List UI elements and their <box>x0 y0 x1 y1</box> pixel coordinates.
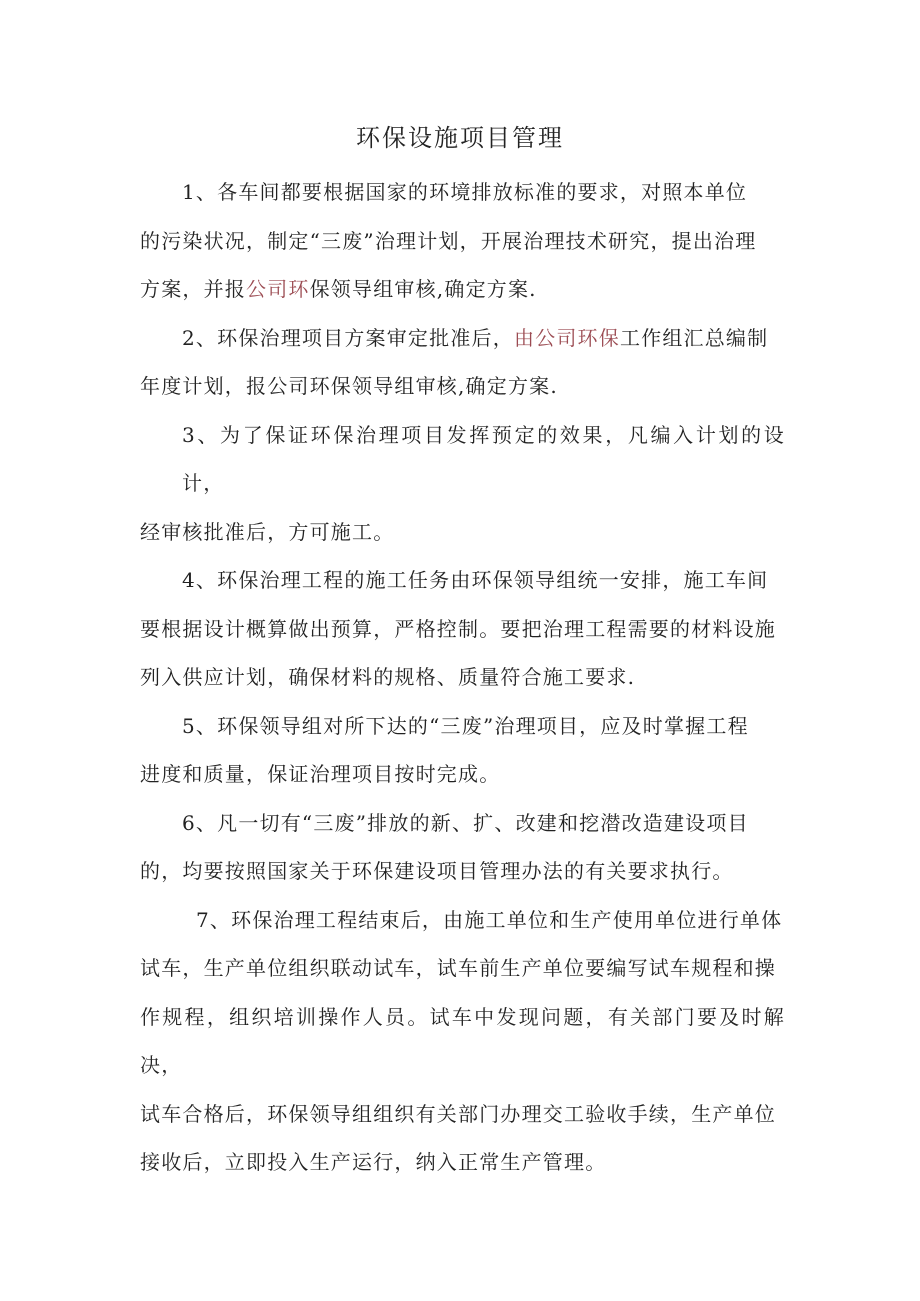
paragraph-line: 接收后，立即投入生产运行，纳入正常生产管理。 <box>140 1150 607 1174</box>
paragraph-line <box>140 265 785 314</box>
text-run: 工作组汇总编制 <box>619 325 769 350</box>
paragraph-5 <box>140 702 785 799</box>
document-body <box>140 168 785 1187</box>
paragraph-line: 试车合格后，环保领导组组织有关部门办理交工验收手续，生产单位 <box>140 1101 776 1126</box>
paragraph-3 <box>140 411 785 557</box>
paragraph-4 <box>140 556 785 702</box>
text-run: 2、环保治理项目方案审定批准后， <box>182 325 514 350</box>
paragraph-7 <box>140 896 785 1187</box>
paragraph-line: 的，均要按照国家关于环保建设项目管理办法的有关要求执行。 <box>140 859 734 883</box>
paragraph-line: 试车，生产单位组织联动试车，试车前生产单位要编写试车规程和操 <box>140 956 776 980</box>
paragraph-6 <box>140 799 785 896</box>
paragraph-line: 作规程，组织培训操作人员。试车中发现问题，有关部门要及时解决， <box>140 1004 785 1077</box>
text-run: 保领导组审核,确定方案. <box>309 277 537 301</box>
paragraph-1 <box>140 168 785 314</box>
paragraph-line: 4、环保治理工程的施工任务由环保领导组统一安排，施工车间 <box>182 568 769 592</box>
paragraph-line: 1、各车间都要根据国家的环境排放标准的要求，对照本单位 <box>182 180 748 204</box>
document-title: 环保设施项目管理 <box>356 124 564 152</box>
paragraph-line: 5、环保领导组对所下达的“三废”治理项目，应及时掌握工程 <box>182 713 749 738</box>
paragraph-line: 年度计划，报公司环保领导组审核,确定方案. <box>140 374 558 398</box>
paragraph-line: 7、环保治理工程结束后，由施工单位和生产使用单位进行单体 <box>196 907 783 932</box>
paragraph-line: 的污染状况，制定“三废”治理计划，开展治理技术研究，提出治理 <box>140 228 757 253</box>
paragraph-line: 列入供应计划，确保材料的规格、质量符合施工要求. <box>140 665 636 689</box>
paragraph-line: 3、为了保证环保治理项目发挥预定的效果，凡编入计划的设计， <box>182 422 785 495</box>
paragraph-line: 进度和质量，保证治理项目按时完成。 <box>140 762 501 786</box>
highlighted-text: 公司环 <box>246 277 310 301</box>
paragraph-line: 6、凡一切有“三废”排放的新、扩、改建和挖潜改造建设项目 <box>182 810 749 835</box>
paragraph-2 <box>140 314 785 411</box>
paragraph-line <box>140 314 785 363</box>
highlighted-text: 由公司环保 <box>513 325 620 350</box>
paragraph-line: 经审核批准后，方可施工。 <box>140 519 395 544</box>
text-run: 方案，并报 <box>140 277 246 301</box>
paragraph-line: 要根据设计概算做出预算，严格控制。要把治理工程需要的材料设施 <box>140 616 776 641</box>
